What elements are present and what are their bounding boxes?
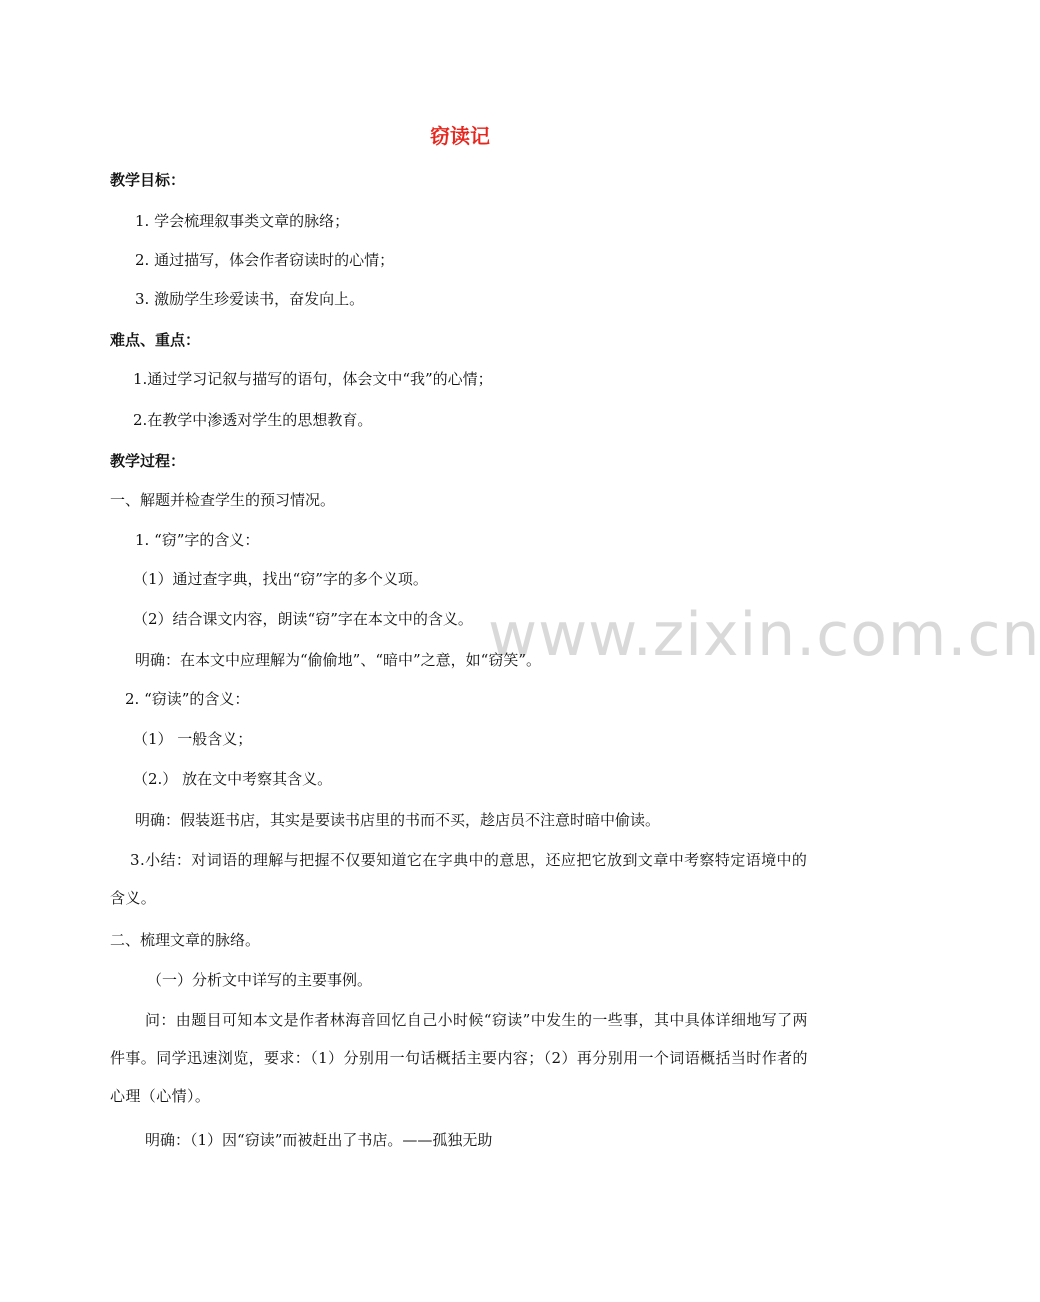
part1-item-2: 2. “窃读”的含义： <box>125 690 250 708</box>
key-point-2: 2.在教学中渗透对学生的思想教育。 <box>133 411 373 429</box>
process-heading: 教学过程： <box>110 452 186 470</box>
part1-summary: 3.小结：对词语的理解与把握不仅要知道它在字典中的意思，还应把它放到文章中考察特定语境中的含义。 <box>110 851 808 907</box>
part1-item-1-a: （1）通过查字典，找出“窃”字的多个义项。 <box>133 570 428 588</box>
goals-heading: 教学目标： <box>110 171 186 189</box>
key-point-1: 1.通过学习记叙与描写的语句，体会文中“我”的心情； <box>133 370 493 388</box>
part1-title: 一、解题并检查学生的预习情况。 <box>110 491 336 509</box>
goal-item-3: 3. 激励学生珍爱读书，奋发向上。 <box>135 290 365 308</box>
part2-answer: 明确：（1）因“窃读”而被赶出了书店。——孤独无助 <box>145 1131 493 1149</box>
goal-item-2: 2. 通过描写，体会作者窃读时的心情； <box>135 251 395 269</box>
part1-item-1: 1. “窃”字的含义： <box>135 531 260 549</box>
page-title: 窃读记 <box>430 124 490 148</box>
part1-item-1-b: （2）结合课文内容，朗读“窃”字在本文中的含义。 <box>133 610 473 628</box>
part1-item-2-a: （1） 一般含义； <box>133 730 253 748</box>
part2-question: 问：由题目可知本文是作者林海音回忆自己小时候“窃读”中发生的一些事，其中具体详细地写了两件事。同学迅速浏览，要求：（1）分别用一句话概括主要内容；（2）再分别用一个词语概括当时作者的心理（心情）。 <box>110 1011 808 1105</box>
goal-item-1: 1. 学会梳理叙事类文章的脉络； <box>135 212 350 230</box>
part2-title: 二、梳理文章的脉络。 <box>110 931 261 949</box>
part1-item-2-c: 明确：假装逛书店，其实是要读书店里的书而不买，趁店员不注意时暗中偷读。 <box>135 811 661 829</box>
key-heading: 难点、重点： <box>110 331 201 349</box>
part1-item-2-b: （2.） 放在文中考察其含义。 <box>133 770 333 788</box>
watermark: www.zixin.com.cn <box>488 600 1040 670</box>
part2-sub-1: （一）分析文中详写的主要事例。 <box>147 971 373 989</box>
part1-item-1-c: 明确：在本文中应理解为“偷偷地”、“暗中”之意，如“窃笑”。 <box>135 651 542 669</box>
